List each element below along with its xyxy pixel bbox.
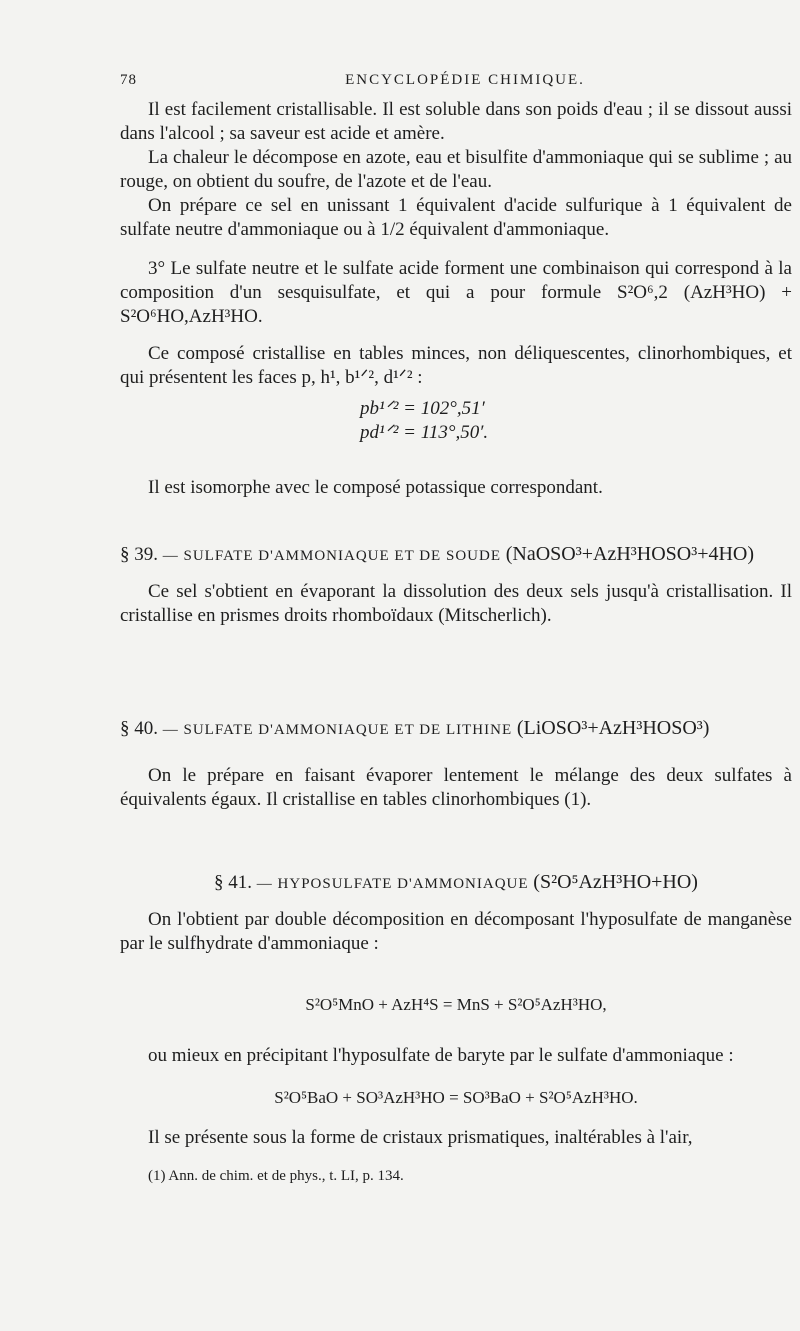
angle-pd: pd¹ᐟ² = 113°,50′. (360, 422, 489, 443)
running-head: ENCYCLOPÉDIE CHIMIQUE. (345, 72, 585, 88)
section-40-heading (120, 716, 792, 742)
paragraph-preparation: On prépare ce sel en unissant 1 équivalent d'acide sulfurique à 1 équivalent de sulfate neutre d'ammoniaque ou à 1/2 équivalent d'ammoniaque. (120, 195, 792, 240)
paragraph-solubility: Il est facilement cristallisable. Il est soluble dans son poids d'eau ; il se dissout aussi dans l'alcool ; sa saveur est acide et amère. (120, 99, 792, 144)
paragraph-isomorph: Il est isomorphe avec le composé potassique correspondant. (148, 477, 603, 498)
paragraph-crystal-faces: Ce composé cristallise en tables minces, non déliquescentes, clinorhombiques, et qui présentent les faces p, h¹, b¹ᐟ², d¹ᐟ² : (120, 343, 792, 388)
equation-2: S²O⁵BaO + SO³AzH³HO = SO³BaO + S²O⁵AzH³HO. (274, 1088, 638, 1107)
section-40-text: On le prépare en faisant évaporer lentement le mélange des deux sulfates à équivalents égaux. Il cristallise en tables clinorhombiques (1). (120, 765, 792, 810)
paragraph-sesquisulfate: 3° Le sulfate neutre et le sulfate acide forment une combinaison qui correspond à la composition d'un sesquisulfate, et qui a pour formule S²O⁶,2 (AzH³HO) + S²O⁶HO,AzH³HO. (120, 258, 792, 327)
section-formula: (NaOSO³+AzH³HOSO³+4HO) (505, 543, 755, 565)
section-title: — SULFATE D'AMMONIAQUE ET DE SOUDE (162, 548, 501, 564)
section-41-heading (120, 870, 792, 896)
section-number: § 40. (120, 718, 158, 739)
section-title: — HYPOSULFATE D'AMMONIAQUE (256, 876, 529, 892)
paragraph-decomposition: La chaleur le décompose en azote, eau et bisulfite d'ammoniaque qui se sublime ; au rouge, on obtient du soufre, de l'azote et de l'eau. (120, 147, 792, 192)
page-header (120, 72, 800, 94)
section-39-text: Ce sel s'obtient en évaporant la dissolution des deux sels jusqu'à cristallisation. Il cristallise en prismes droits rhomboïdaux (Mitscherlich). (120, 581, 792, 626)
section-41-text-2: ou mieux en précipitant l'hyposulfate de baryte par le sulfate d'ammoniaque : (148, 1045, 734, 1066)
section-title: — SULFATE D'AMMONIAQUE ET DE LITHINE (162, 722, 513, 738)
section-41-text-1: On l'obtient par double décomposition en décomposant l'hyposulfate de manganèse par le sulfhydrate d'ammoniaque : (120, 909, 792, 954)
equation-1: S²O⁵MnO + AzH⁴S = MnS + S²O⁵AzH³HO, (305, 995, 607, 1014)
section-39-heading (120, 542, 792, 568)
section-formula: (LiOSO³+AzH³HOSO³) (516, 717, 710, 739)
section-41-text-3: Il se présente sous la forme de cristaux prismatiques, inaltérables à l'air, (148, 1127, 693, 1148)
section-number: § 39. (120, 544, 158, 565)
section-formula: (S²O⁵AzH³HO+HO) (533, 871, 698, 893)
angle-pb: pb¹ᐟ² = 102°,51′ (360, 398, 485, 419)
page-number: 78 (120, 72, 137, 88)
section-number: § 41. (214, 872, 253, 893)
footnote: (1) Ann. de chim. et de phys., t. LI, p. 134. (148, 1168, 404, 1184)
